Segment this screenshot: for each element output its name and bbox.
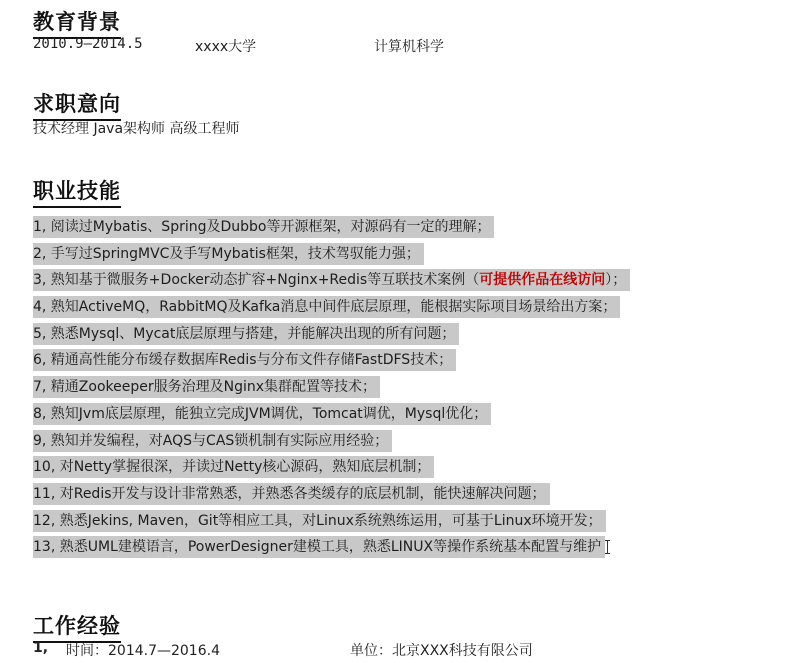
work-item-time: 时间：2014.7—2016.4 [66, 643, 220, 659]
skill-item-10[interactable] [33, 455, 693, 482]
skill-text: 3, 熟知基于微服务+Docker动态扩容+Nginx+Redis等互联技术案例 [33, 272, 466, 289]
skill-item-4[interactable] [33, 295, 693, 322]
education-heading-text: 教育背景 [33, 10, 121, 34]
skill-emphasis: 可提供作品在线访问 [479, 272, 606, 289]
skill-text: 8, 熟知Jvm底层原理，能独立完成JVM调优，Tomcat调优，Mysql优化； [33, 403, 491, 425]
skill-item-6[interactable] [33, 348, 693, 375]
skill-item-7[interactable] [33, 375, 693, 402]
skill-text: 6, 精通高性能分布缓存数据库Redis与分布文件存储FastDFS技术； [33, 349, 456, 371]
skill-text: 4, 熟知ActiveMQ，RabbitMQ及Kafka消息中间件底层原理，能根据实际项目场景给出方案； [33, 296, 620, 318]
education-heading [33, 6, 121, 39]
skill-text-wrap [33, 269, 630, 291]
skill-paren-open: （ [465, 272, 480, 289]
work-heading-text: 工作经验 [33, 614, 121, 638]
skill-text: 9, 熟知并发编程，对AQS与CAS锁机制有实际应用经验； [33, 430, 392, 452]
skill-text: 13, 熟悉UML建模语言，PowerDesigner建模工具，熟悉LINUX等操作系统基本配置与维护 [33, 536, 605, 558]
skill-item-5[interactable] [33, 322, 693, 349]
skill-item-2[interactable] [33, 242, 693, 269]
skill-text: 1, 阅读过Mybatis、Spring及Dubbo等开源框架，对源码有一定的理解； [33, 216, 494, 238]
skill-item-11[interactable] [33, 482, 693, 509]
skill-paren-close: ）； [605, 272, 627, 289]
skill-item-3[interactable] [33, 268, 693, 295]
work-item-number: 1, [33, 640, 49, 656]
work-heading [33, 610, 121, 643]
education-period: 2010.9—2014.5 [33, 36, 143, 52]
skill-item-12[interactable] [33, 509, 693, 536]
skill-text: 7, 精通Zookeeper服务治理及Nginx集群配置等技术； [33, 376, 380, 398]
skill-text: 2, 手写过SpringMVC及手写Mybatis框架，技术驾驭能力强； [33, 243, 424, 265]
objective-text: 技术经理 Java架构师 高级工程师 [33, 121, 240, 137]
work-item-unit: 单位：北京XXX科技有限公司 [350, 643, 533, 659]
skill-text: 12, 熟悉Jekins, Maven，Git等相应工具，对Linux系统熟练运用，可基于Linux环境开发； [33, 510, 606, 532]
skill-item-1[interactable] [33, 215, 693, 242]
skills-list[interactable] [33, 215, 693, 562]
skills-heading-text: 职业技能 [33, 179, 121, 203]
skills-heading [33, 175, 121, 208]
skill-text: 5, 熟悉Mysql、Mycat底层原理与搭建，并能解决出现的所有问题； [33, 323, 459, 345]
skill-item-8[interactable] [33, 402, 693, 429]
objective-heading-text: 求职意向 [33, 92, 121, 116]
skills-heading-underline [33, 206, 121, 208]
education-school: xxxx大学 [195, 39, 257, 55]
skill-text: 10, 对Netty掌握很深，并读过Netty核心源码，熟知底层机制； [33, 456, 434, 478]
education-major: 计算机科学 [374, 39, 444, 55]
objective-heading [33, 88, 121, 121]
text-cursor-icon [607, 540, 610, 554]
skill-item-13[interactable] [33, 535, 693, 562]
skill-text: 11, 对Redis开发与设计非常熟悉，并熟悉各类缓存的底层机制，能快速解决问题； [33, 483, 550, 505]
skill-item-9[interactable] [33, 429, 693, 456]
